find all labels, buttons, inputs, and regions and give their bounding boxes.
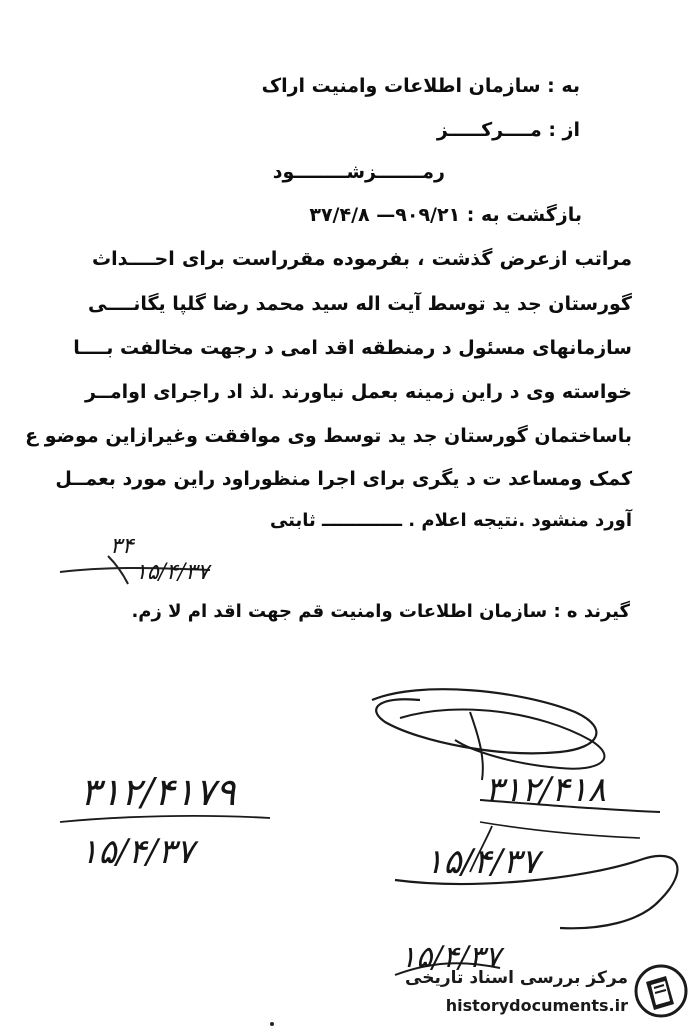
- handwritten-number-right: ۳۱۲/۴۱۸: [485, 770, 607, 810]
- archive-watermark: [388, 962, 688, 1026]
- handwritten-number-left: ۳۱۲/۴۱۷۹: [80, 770, 236, 814]
- addressee-line: به : سازمان اطلاعات وامنیت اراک: [261, 75, 580, 97]
- watermark-url: historydocuments.ir: [445, 996, 628, 1015]
- handwritten-date-left: ۱۵/۴/۳۷: [80, 832, 195, 872]
- body-line: مراتب ازعرض گذشت ، بفرموده مقرراست برای احــــداث: [92, 248, 632, 270]
- body-line: خواسته وی د راین زمینه بعمل نیاورند .لذ اد راجرای اوامــر: [85, 381, 632, 403]
- body-line-last: آورد منشود .نتیجه اعلام . ـــــــــــــ ثابتی: [269, 510, 632, 531]
- handwritten-date-right: ۱۵/۴/۳۷: [425, 842, 540, 882]
- reference-line: بازگشت به : ۹۰۹/۲۱— ۳۷/۴/۸: [309, 204, 582, 226]
- watermark-name: مرکز بررسی اسناد تاریخی: [405, 968, 628, 988]
- body-line: کمک ومساعد ت د یگری برای اجرا منظوراود راین مورد بعمــل: [55, 468, 632, 490]
- recipient-line: گیرند ه : سازمان اطلاعات وامنیت قم جهت اقد ام لا زم.: [131, 601, 630, 622]
- handwritten-date: ۱۵/۴/۳۷: [135, 560, 209, 585]
- handwritten-date-bottom: ۱۵/۴/۳۷: [400, 940, 501, 975]
- sender-line: از : مــــرکـــــز: [436, 119, 580, 141]
- body-line: سازمانهای مسئول د رمنطقه اقد امی د رجهت مخالفت بــــا: [73, 337, 632, 359]
- dot-mark: [270, 1022, 274, 1026]
- body-line: گورستان جد ید توسط آیت اله سید محمد رضا گلپا یگانــــی: [88, 293, 632, 315]
- handwritten-mark: ۳۴: [110, 534, 134, 559]
- body-line: باساختمان گورستان جد ید توسط وی موافقت وغیرازاین موضو ع: [25, 425, 632, 447]
- cipher-line: رمـــــــزشــــــــود: [272, 161, 445, 183]
- archive-logo-icon: [634, 964, 688, 1018]
